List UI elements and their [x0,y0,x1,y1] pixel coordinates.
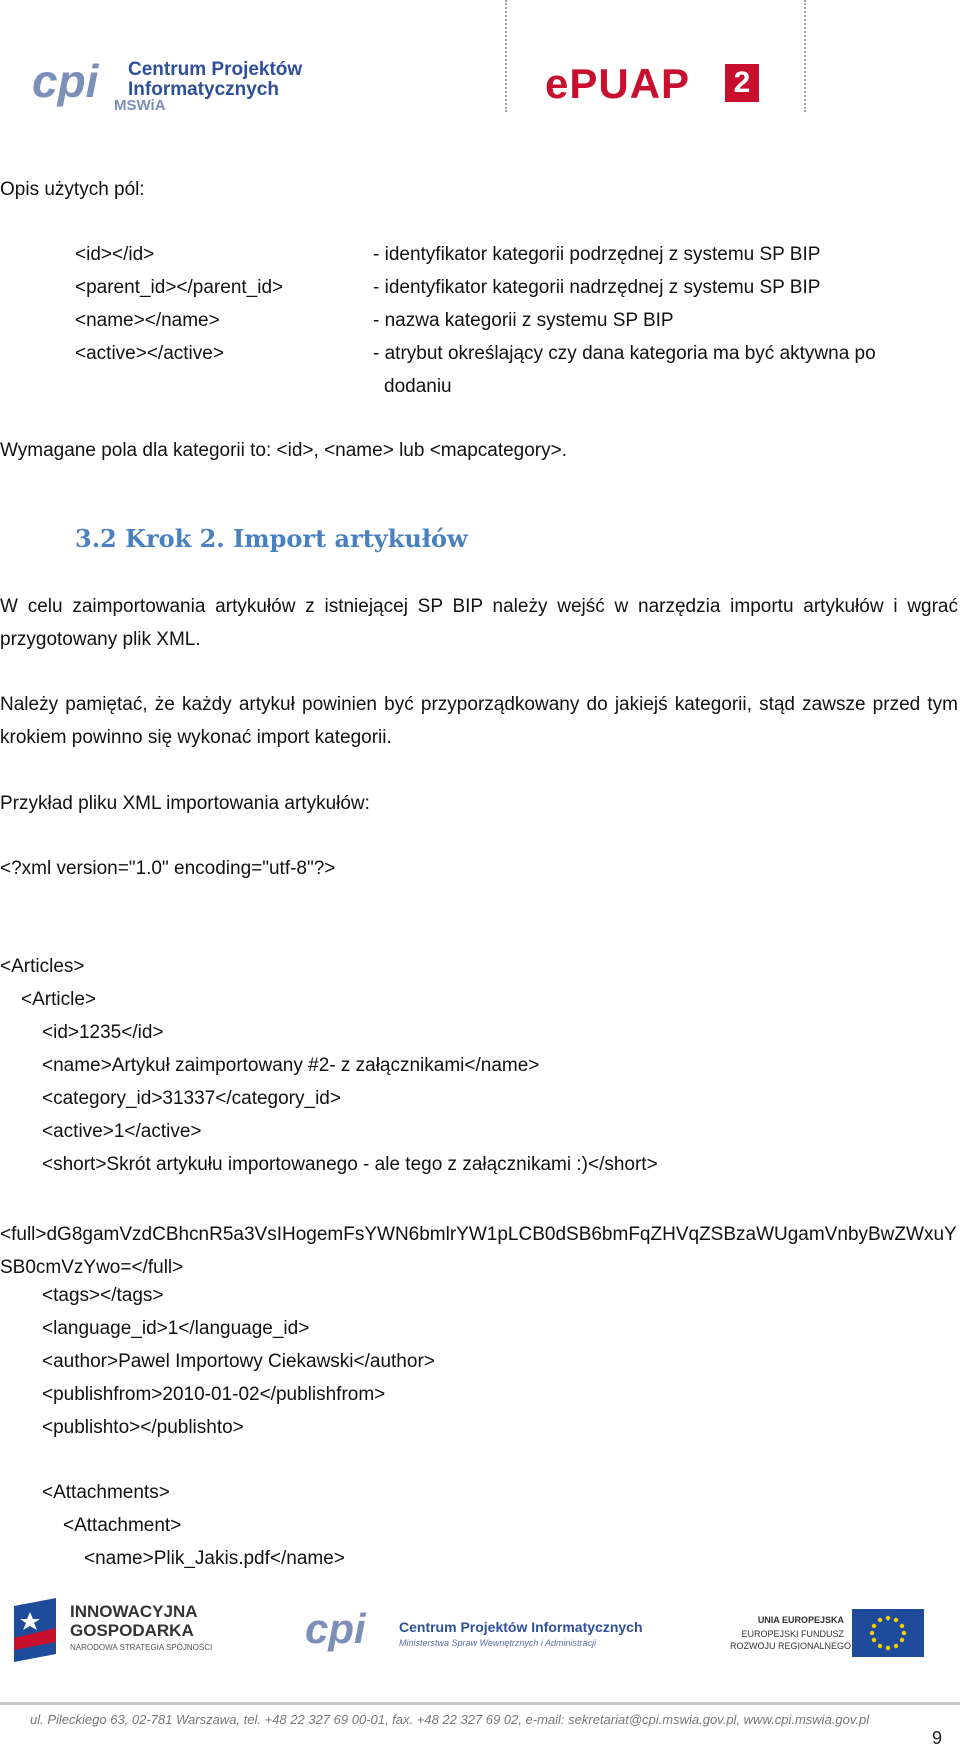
field-desc-3: - nazwa kategorii z systemu SP BIP [373,310,674,331]
eu-line3: ROZWOJU REGIONALNEGO [730,1641,852,1651]
code-line-language-id: <language_id>1</language_id> [42,1318,310,1339]
cpi-logo-sub: MSWiA [114,97,166,114]
code-line-attachment: <Attachment> [63,1515,182,1536]
epuap-logo [545,60,775,110]
cpi-logo [30,55,330,115]
epuap-logo-text: ePUAP [545,60,691,107]
code-line-category-id: <category_id>31337</category_id> [42,1088,341,1109]
footer-cpi-line1: Centrum Projektów Informatycznych [399,1619,643,1635]
code-line-publishfrom: <publishfrom>2010-01-02</publishfrom> [42,1384,386,1405]
header-divider-right [804,0,806,112]
eu-line2: EUROPEJSKI FUNDUSZ [741,1629,844,1639]
cpi-logo-line2: Informatycznych [128,79,279,100]
code-line-full: <full>dG8gamVzdCBhcnR5a3VsIHogemFsYWN6bmlrYW1pLCB0dSB6bmFqZHVqZSBzaWUgamVnbyBwZWxuYSB0cmVzYwo=</full> [0,1224,957,1278]
epuap-logo-badge: 2 [725,64,759,102]
innowacyjna-line2: GOSPODARKA [70,1621,194,1640]
header-divider-left [505,0,507,112]
innowacyjna-flag-icon [10,1598,62,1662]
footer-logo-eu [728,1609,928,1659]
footer-cpi-logo-icon [305,1605,395,1653]
innowacyjna-line3: NARODOWA STRATEGIA SPÓJNOŚCI [70,1643,213,1652]
code-line-short: <short>Skrót artykułu importowanego - ale tego z załącznikami :)</short> [42,1154,658,1175]
footer-logo-cpi [305,1605,645,1660]
paragraph-import-intro: W celu zaimportowania artykułów z istniejącej SP BIP należy wejść w narzędzia importu artykułów i wgrać przygotowany plik XML. [0,596,958,650]
footer-logo-innowacyjna [10,1598,240,1664]
page-number: 9 [932,1728,943,1748]
field-tag-4: <active></active> [75,343,224,364]
required-fields-note: Wymagane pola dla kategorii to: <id>, <name> lub <mapcategory>. [0,440,568,461]
code-line-articles: <Articles> [0,956,85,977]
field-tag-1: <id></id> [75,244,155,265]
eu-line1: UNIA EUROPEJSKA [757,1615,844,1625]
paragraph-example-label: Przykład pliku XML importowania artykułów: [0,793,370,814]
field-tag-2: <parent_id></parent_id> [75,277,284,298]
code-line-attachment-name: <name>Plik_Jakis.pdf</name> [84,1548,345,1569]
cpi-logo-line1: Centrum Projektów [128,59,303,80]
footer-divider [0,1702,960,1705]
field-desc-1: - identyfikator kategorii podrzędnej z systemu SP BIP [373,244,821,265]
fields-intro: Opis użytych pól: [0,179,145,200]
field-desc-4: - atrybut określający czy dana kategoria ma być aktywna po [373,343,876,364]
code-line-author: <author>Pawel Importowy Ciekawski</author> [42,1351,435,1372]
header [0,0,960,115]
svg-text:cpi: cpi [32,59,99,107]
code-line-active: <active>1</active> [42,1121,202,1142]
innowacyjna-line1: INNOWACYJNA [70,1602,198,1621]
code-line-publishto: <publishto></publishto> [42,1417,244,1438]
svg-text:cpi: cpi [305,1605,366,1652]
footer-cpi-line2: Ministerstwa Spraw Wewnętrznych i Administracji [399,1638,597,1648]
field-desc-4-continuation: dodaniu [384,376,452,397]
xml-declaration: <?xml version="1.0" encoding="utf-8"?> [0,858,336,879]
paragraph-category-note: Należy pamiętać, że każdy artykuł powinien być przyporządkowany do jakiejś kategorii, stąd zawsze przed tym krokiem powinno się wykonać import kategorii. [0,694,958,748]
code-line-attachments: <Attachments> [42,1482,170,1503]
field-desc-2: - identyfikator kategorii nadrzędnej z systemu SP BIP [373,277,821,298]
code-line-id: <id>1235</id> [42,1022,164,1043]
field-tag-3: <name></name> [75,310,220,331]
eu-flag-icon [852,1609,924,1657]
code-line-name: <name>Artykuł zaimportowany #2- z załącznikami</name> [42,1055,540,1076]
code-line-tags: <tags></tags> [42,1285,164,1306]
code-line-article: <Article> [21,989,96,1010]
section-heading: 3.2 Krok 2. Import artykułów [75,524,468,553]
footer-address: ul. Pileckiego 63, 02-781 Warszawa, tel. +48 22 327 69 00-01, fax. +48 22 327 69 02, e-mail: sekretariat@cpi.mswia.gov.pl, www.cpi.mswia.gov.pl [30,1712,870,1727]
